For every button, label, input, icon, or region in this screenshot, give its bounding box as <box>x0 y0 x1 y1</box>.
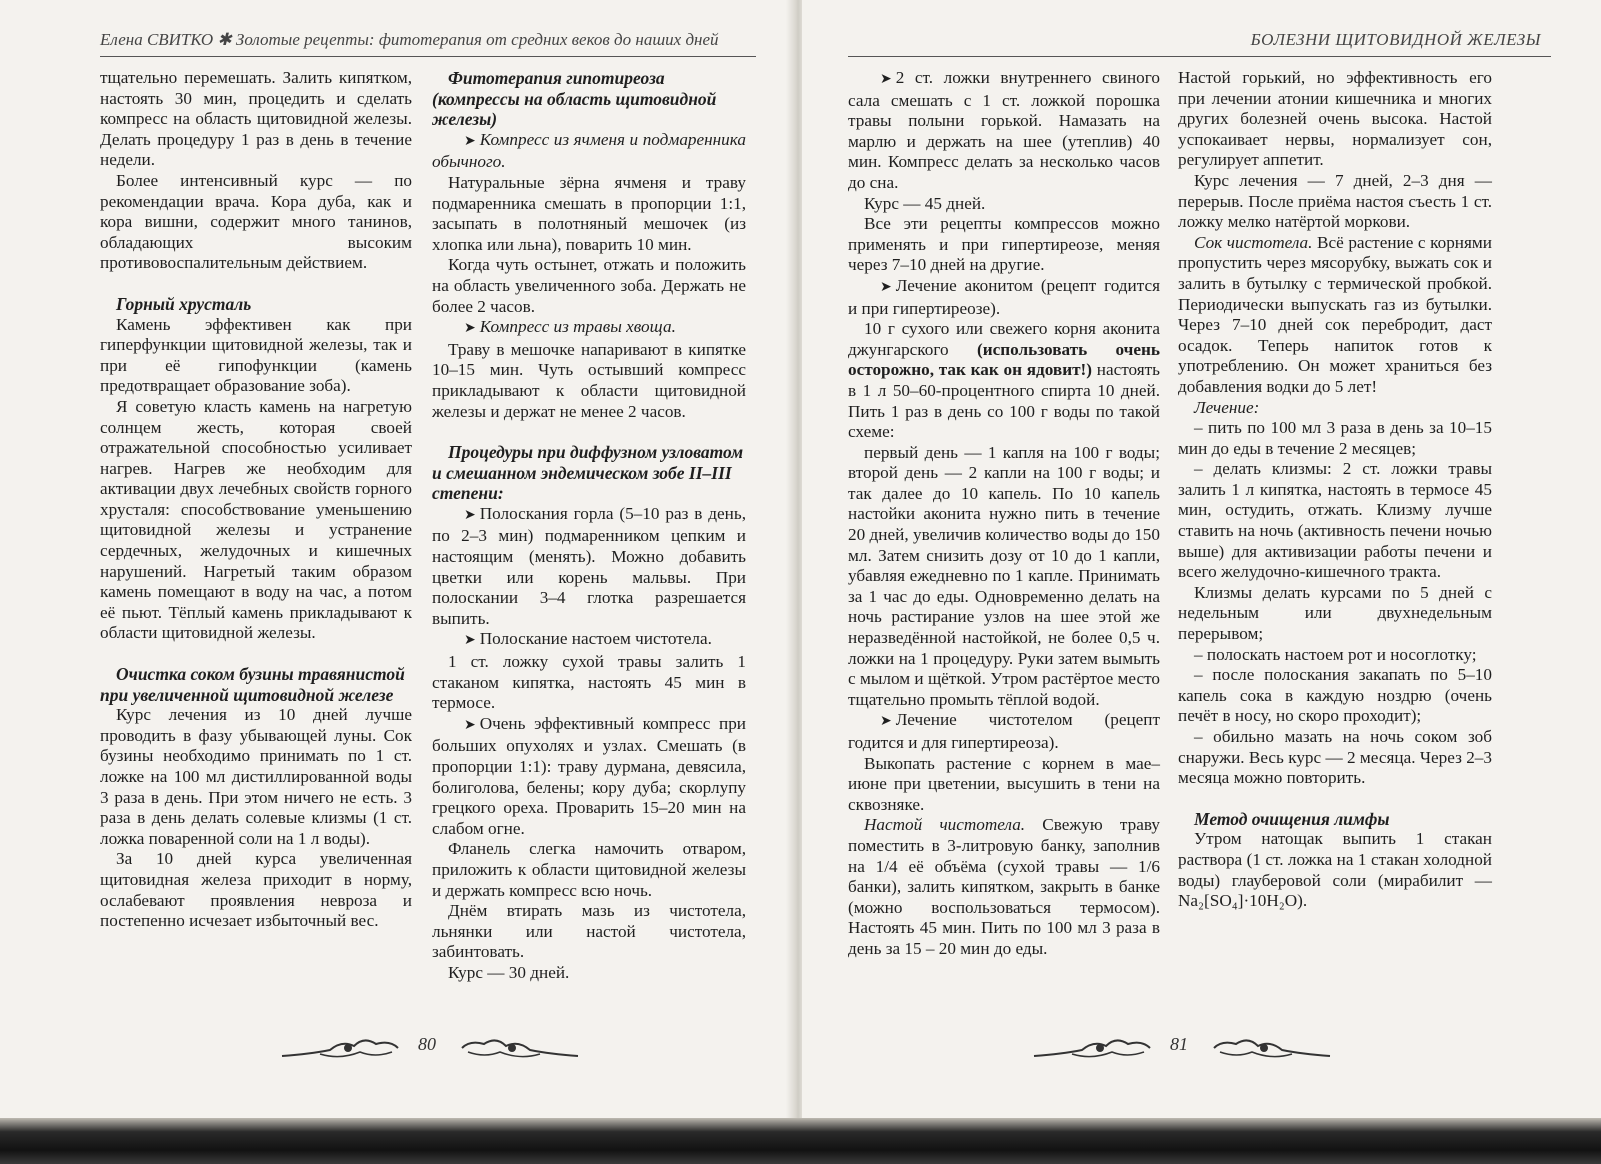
arrow-bullet-icon: ➤ <box>880 714 892 730</box>
paragraph: Курс лечения — 7 дней, 2–3 дня — перерыв. После приёма настоя съесть 1 ст. ложку мелко натёртой моркови. <box>1178 170 1492 232</box>
arrow-bullet-icon: ➤ <box>464 321 476 337</box>
ornament-right-icon <box>1212 1034 1332 1064</box>
paragraph: – полоскать настоем рот и носоглотку; <box>1194 644 1477 664</box>
page-footer-right <box>1032 1030 1362 1070</box>
page-footer-left <box>280 1030 610 1070</box>
paragraph: Камень эффективен как при гиперфункции щитовидной железы, так и при её гипофункции (камень предотвращает образование зоба). <box>100 314 412 396</box>
paragraph-text: Лечение аконитом (рецепт годится и при гипертиреозе). <box>848 275 1160 318</box>
paragraph: Лечение: <box>1194 397 1260 417</box>
paragraph: Курс — 45 дней. <box>864 193 986 213</box>
paragraph <box>848 276 1160 319</box>
paragraph <box>848 815 1160 959</box>
paragraph: первый день — 1 капля на 100 г воды; второй день — 2 капли на 100 г воды; и так далее до 10 капель. По 10 капель настойки аконита нужно пить в течение 20 дней, увеличив количество воды до 150 мл. Затем снизить дозу от 10 до 1 капли, убавляя ежедневно по 1 капле. Принимать за 1 час до еды. Одновременно делать на ночь растирание узлов на шее этой же неразведённой настойкой, не более 0,5 ч. ложки на 1 процедуру. Руки затем вымыть с мылом и щёткой. Утром растёртое место тщательно промыть тёплой водой. <box>848 442 1160 709</box>
paragraph: Клизмы делать курсами по 5 дней с недельным или двухнедельным перерывом; <box>1178 582 1492 644</box>
paragraph-text: 2 ст. ложки внутреннего свиного сала смешать с 1 ст. ложкой порошка травы полыни горькой. Намазать на марлю и держать на шее (утеплив) 40 мин. Компресс делать за несколько часов до сна. <box>848 68 1160 192</box>
paragraph-text: Компресс из ячменя и подмаренника обычного. <box>432 129 746 172</box>
paragraph: За 10 дней курса увеличенная щитовидная железа приходит в норму, ослабевают проявления невроза и постепенно исчезает избыточный вес. <box>100 849 412 931</box>
section-heading: Метод очищения лимфы <box>1194 808 1390 829</box>
arrow-bullet-icon: ➤ <box>464 717 476 733</box>
paragraph-text: Очень эффективный компресс при больших опухолях и узлах. Смешать (в пропорции 1:1): траву дурмана, девясила, болиголова, белены; кору дуба; скорлупу грецкого ореха. Проварить 15–20 мин на слабом огне. <box>432 713 746 838</box>
running-head-right: БОЛЕЗНИ ЩИТОВИДНОЙ ЖЕЛЕЗЫ <box>1250 30 1541 49</box>
paragraph-text: Всё растение с корнями пропустить через мясорубку, выжать сок и залить в бутылку с термической пробкой. Периодически выпускать газ из бутылки. Через 7–10 дней сок перебродит, даст осадок. Теперь напиток готов к употреблению. Он может храниться без добавления водки до 5 лет! <box>1178 232 1492 396</box>
paragraph <box>432 504 746 630</box>
section-heading: Очистка соком бузины травянистой при увеличенной щитовидной железе <box>100 664 405 705</box>
arrow-bullet-icon: ➤ <box>464 633 476 649</box>
paragraph: Траву в мешочке напаривают в кипятке 10–15 мин. Чуть остывший компресс прикладывают к области щитовидной железы и держат не менее 2 часов. <box>432 339 746 421</box>
paragraph: Курс — 30 дней. <box>448 962 570 982</box>
paragraph <box>432 130 746 173</box>
paragraph: Настой горький, но эффективность его при лечении атонии кишечника и многих других болезней очень высока. Настой успокаивает нервы, нормализует сон, регулирует аппетит. <box>1178 68 1492 170</box>
section-heading: Фитотерапия гипотиреоза (компрессы на область щитовидной железы) <box>432 68 717 130</box>
right-column-1 <box>848 68 1160 960</box>
paragraph: тщательно перемешать. Залить кипятком, настоять 30 мин, процедить и сделать компресс на область щитовидной железы. Делать процедуру 1 раз в день в течение недели. <box>100 68 412 170</box>
arrow-bullet-icon: ➤ <box>464 507 476 523</box>
paragraph: – делать клизмы: 2 ст. ложки травы залить 1 л кипятка, настоять в термосе 45 мин, остудить, отжать. Клизму лучше ставить на ночь (активность печени ночью выше) для активизации работы печени и всего желудочно-кишечного тракта. <box>1178 459 1492 582</box>
header-rule-left <box>100 56 756 57</box>
paragraph: Курс лечения из 10 дней лучше проводить в фазу убывающей луны. Сок бузины необходимо принимать по 1 ст. ложке на 100 мл дистиллированной воды 3 раза в день. При этом ничего не есть. 3 раза в день делать солевые клизмы (1 ст. ложка поваренной соли на 1 л воды). <box>100 705 412 848</box>
page-number-left: 80 <box>418 1034 436 1054</box>
warning-text: (использовать очень осторожно, так как он ядовит!) <box>848 339 1160 380</box>
paragraph <box>432 317 746 340</box>
book-bottom-edge <box>0 1118 1601 1164</box>
arrow-bullet-icon: ➤ <box>880 279 892 295</box>
paragraph: Днём втирать мазь из чистотела, льнянки или настой чистотела, забинтовать. <box>432 901 746 962</box>
paragraph: – пить по 100 мл 3 раза в день за 10–15 мин до еды в течение 2 месяцев; <box>1178 418 1492 458</box>
right-page <box>802 0 1601 1120</box>
running-head-left: Елена СВИТКО ✱ Золотые рецепты: фитотерапия от средних веков до наших дней <box>100 30 719 49</box>
paragraph: Натуральные зёрна ячменя и траву подмаренника смешать в пропорции 1:1, засыпать в полотняный мешочек (из хлопка или льна), поварить 10 мин. <box>432 172 746 254</box>
paragraph-text: Компресс из травы хвоща. <box>479 317 676 337</box>
paragraph-text: Лечение чистотелом (рецепт годится и для гипертиреоза). <box>848 710 1160 752</box>
paragraph: Утром натощак выпить 1 стакан раствора (1 ст. ложка на 1 стакан холодной воды) глауберовой соли (мирабилит — Na₂[SO₄]·10H₂O). <box>1178 829 1492 911</box>
paragraph <box>432 629 746 652</box>
ornament-left-icon <box>1032 1034 1152 1064</box>
paragraph <box>848 68 1160 194</box>
paragraph-text: Свежую траву поместить в 3-литровую банку, заполнив на 1/4 её объёма (сухой травы — 1/6 банки), залить кипятком, закрыть в банке (можно воспользоваться термосом). Настоять 45 мин. Пить по 100 мл 3 раза в день за 15 – 20 мин до еды. <box>848 815 1161 958</box>
paragraph-text: Полоскания горла (5–10 раз в день, по 2–3 мин) подмаренником цепким и настоящим (менять). Можно добавить цветки или корень мальвы. При полоскании 3–4 глотка разрешается выпить. <box>432 503 746 628</box>
paragraph-text: Полоскание настоем чистотела. <box>479 629 712 649</box>
left-page <box>0 0 790 1120</box>
paragraph <box>432 714 746 840</box>
paragraph: Когда чуть остынет, отжать и положить на область увеличенного зоба. Держать не более 2 часов. <box>432 255 746 316</box>
section-heading: Горный хрусталь <box>116 293 252 314</box>
left-column-1 <box>100 68 412 932</box>
arrow-bullet-icon: ➤ <box>464 133 476 149</box>
paragraph-text: настоять в 1 л 50–60-процентного спирта 10 дней. Пить 1 раз в день со 100 г воды по такой схеме: <box>848 360 1161 442</box>
lead-in: Настой чистотела. <box>864 815 1026 835</box>
paragraph-text: 10 г сухого или свежего корня аконита джунгарского <box>848 319 1160 359</box>
page-number-right: 81 <box>1170 1034 1188 1054</box>
left-column-2 <box>432 68 746 984</box>
paragraph <box>848 319 1160 443</box>
paragraph: Фланель слегка намочить отваром, приложить к области щитовидной железы и держать компресс всю ночь. <box>432 839 746 900</box>
paragraph: Все эти рецепты компрессов можно применять и при гипертиреозе, меняя через 7–10 дней на другие. <box>848 214 1160 275</box>
paragraph: – обильно мазать на ночь соком зоб снаружи. Весь курс — 2 месяца. Через 2–3 месяца можно повторить. <box>1178 727 1492 788</box>
right-column-2 <box>1178 68 1492 912</box>
paragraph: – после полоскания закапать по 5–10 капель сока в каждую ноздрю (очень печёт в носу, но скоро проходит); <box>1178 665 1492 726</box>
paragraph: Я советую класть камень на нагретую солнцем жесть, которая своей отражательной способностью усиливает нагрев. Нагрев же необходим для активации двух лечебных свойств горного хрусталя: способствование уменьшению щитовидной железы и устранение сердечных, желудочных и кишечных нарушений. Нагретый таким образом камень помещают в воду на час, а потом её пьют. Тёплый камень прикладывают к области щитовидной железы. <box>100 396 412 643</box>
ornament-left-icon <box>280 1034 400 1064</box>
ornament-right-icon <box>460 1034 580 1064</box>
section-heading: Процедуры при диффузном узловатом и смешанном эндемическом зобе II–III степени: <box>432 442 744 504</box>
paragraph: Выкопать растение с корнем в мае–июне при цветении, высушить в тени на сквозняке. <box>848 753 1160 814</box>
paragraph <box>1178 233 1492 398</box>
paragraph: Более интенсивный курс — по рекомендации врача. Кора дуба, как и кора вишни, содержит много танинов, обладающих высоким противовоспалительным действием. <box>100 170 412 273</box>
arrow-bullet-icon: ➤ <box>880 72 892 87</box>
paragraph: 1 ст. ложку сухой травы залить 1 стаканом кипятка, настоять 45 мин в термосе. <box>432 652 746 713</box>
paragraph <box>848 710 1160 753</box>
header-rule-right <box>848 56 1551 57</box>
lead-in: Сок чистотела. <box>1194 232 1313 252</box>
